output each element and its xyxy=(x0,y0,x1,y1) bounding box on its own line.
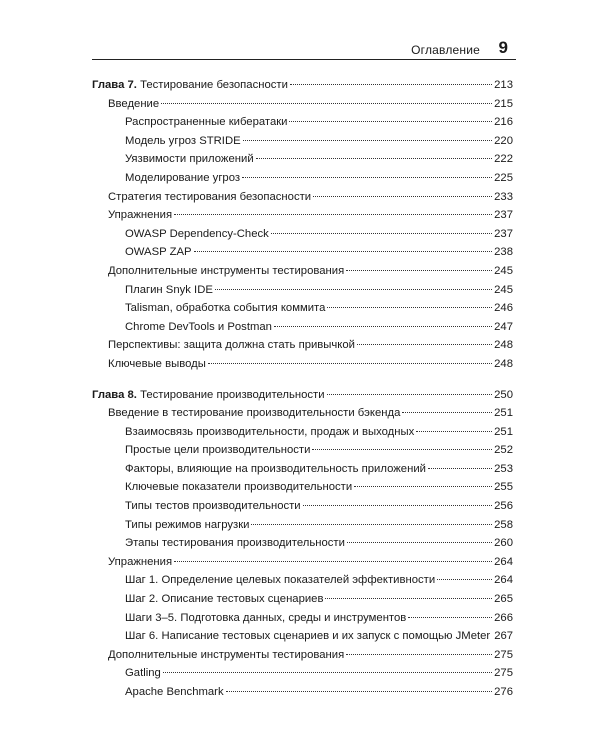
toc-subsection-entry[interactable] xyxy=(92,150,513,169)
chapter-title xyxy=(92,76,288,95)
toc-section-entry[interactable] xyxy=(92,206,513,225)
entry-title: Talisman, обработка события коммита xyxy=(125,302,326,315)
table-of-contents xyxy=(92,76,513,702)
toc-subsection-entry[interactable] xyxy=(92,534,513,553)
entry-page: 220 xyxy=(494,134,513,147)
dot-leader xyxy=(437,579,492,580)
entry-page: 246 xyxy=(494,302,513,315)
entry-title: Простые цели производительности xyxy=(125,444,311,457)
entry-title: Типы тестов производительности xyxy=(125,500,301,513)
entry-title: OWASP Dependency-Check xyxy=(125,227,269,240)
entry-title: Шаг 2. Описание тестовых сценариев xyxy=(125,593,324,606)
entry-page: 275 xyxy=(494,648,513,661)
dot-leader xyxy=(346,270,492,271)
dot-leader xyxy=(408,617,492,618)
toc-subsection-entry[interactable] xyxy=(92,627,513,646)
toc-subsection-entry[interactable] xyxy=(92,497,513,516)
toc-subsection-entry[interactable] xyxy=(92,299,513,318)
toc-section-entry[interactable] xyxy=(92,188,513,207)
toc-chapter-entry[interactable] xyxy=(92,76,513,95)
chapter-page: 213 xyxy=(494,79,513,91)
entry-title: Этапы тестирования производительности xyxy=(125,537,345,550)
dot-leader xyxy=(312,449,492,450)
dot-leader xyxy=(290,84,492,85)
entry-title: Введение в тестирование производительности бэкенда xyxy=(108,407,401,420)
toc-subsection-entry[interactable] xyxy=(92,664,513,683)
entry-title: Gatling xyxy=(125,667,161,680)
entry-page: 258 xyxy=(494,518,513,531)
entry-page: 253 xyxy=(494,462,513,475)
dot-leader xyxy=(226,691,493,692)
dot-leader xyxy=(327,307,492,308)
chapter-label: Глава 8. xyxy=(92,388,137,401)
entry-page: 264 xyxy=(494,555,513,568)
toc-subsection-entry[interactable] xyxy=(92,169,513,188)
dot-leader xyxy=(357,344,492,345)
toc-subsection-entry[interactable] xyxy=(92,516,513,535)
dot-leader xyxy=(161,103,492,104)
entry-title: Типы режимов нагрузки xyxy=(125,518,250,531)
dot-leader xyxy=(313,196,492,197)
dot-leader xyxy=(174,561,492,562)
entry-page: 222 xyxy=(494,153,513,166)
entry-title: OWASP ZAP xyxy=(125,246,192,259)
chapter-name: Тестирование производительности xyxy=(136,388,325,401)
toc-subsection-entry[interactable] xyxy=(92,609,513,628)
toc-section-entry[interactable] xyxy=(92,262,513,281)
entry-page: 255 xyxy=(494,481,513,494)
dot-leader xyxy=(346,654,492,655)
entry-page: 276 xyxy=(494,686,513,698)
entry-page: 237 xyxy=(494,209,513,222)
dot-leader xyxy=(243,140,493,141)
entry-page: 265 xyxy=(494,593,513,606)
entry-page: 245 xyxy=(494,264,513,277)
toc-section-entry[interactable] xyxy=(92,355,513,374)
entry-page: 248 xyxy=(494,357,513,370)
entry-page: 260 xyxy=(494,537,513,550)
toc-subsection-entry[interactable] xyxy=(92,478,513,497)
entry-page: 238 xyxy=(494,246,513,259)
entry-title: Упражнения xyxy=(108,555,173,568)
entry-title: Моделирование угроз xyxy=(125,171,241,184)
toc-subsection-entry[interactable] xyxy=(92,113,513,132)
entry-title: Дополнительные инструменты тестирования xyxy=(108,648,345,661)
entry-page: 267 xyxy=(494,630,514,643)
header-rule xyxy=(92,59,516,60)
toc-section-entry[interactable] xyxy=(92,646,513,665)
entry-page: 252 xyxy=(494,444,513,457)
dot-leader xyxy=(325,598,492,599)
entry-title: Шаг 1. Определение целевых показателей эффективности xyxy=(125,574,436,587)
entry-title: Ключевые выводы xyxy=(108,357,206,370)
page-number: 9 xyxy=(498,38,508,57)
toc-subsection-entry[interactable] xyxy=(92,590,513,609)
dot-leader xyxy=(215,289,492,290)
dot-leader xyxy=(174,214,492,215)
entry-page: 251 xyxy=(494,425,513,438)
entry-title: Ключевые показатели производительности xyxy=(125,481,353,494)
chapter-label: Глава 7. xyxy=(92,79,137,91)
dot-leader xyxy=(256,158,493,159)
dot-leader xyxy=(428,468,492,469)
entry-title: Chrome DevTools и Postman xyxy=(125,320,272,333)
dot-leader xyxy=(163,672,492,673)
toc-section-entry[interactable] xyxy=(92,336,513,355)
entry-title: Взаимосвязь производительности, продаж и выходных xyxy=(125,425,415,438)
dot-leader xyxy=(242,177,492,178)
page-header xyxy=(92,38,516,60)
entry-page: 275 xyxy=(494,667,513,680)
dot-leader xyxy=(402,412,492,413)
toc-subsection-entry[interactable] xyxy=(92,243,513,262)
entry-page: 237 xyxy=(494,227,513,240)
entry-title: Факторы, влияющие на производительность приложений xyxy=(125,462,426,475)
entry-title: Apache Benchmark xyxy=(125,686,224,698)
entry-title: Распространенные кибератаки xyxy=(125,116,288,129)
entry-page: 233 xyxy=(494,190,513,203)
chapter-gap xyxy=(92,374,513,386)
dot-leader xyxy=(274,326,492,327)
entry-page: 251 xyxy=(494,407,513,420)
toc-section-entry[interactable] xyxy=(92,553,513,572)
entry-page: 256 xyxy=(494,500,513,513)
entry-page: 266 xyxy=(494,611,513,624)
toc-subsection-entry[interactable] xyxy=(92,318,513,337)
chapter-title xyxy=(92,386,325,405)
toc-section-entry[interactable] xyxy=(92,95,513,114)
toc-subsection-entry[interactable] xyxy=(92,132,513,151)
toc-subsection-entry[interactable] xyxy=(92,460,513,479)
chapter-name: Тестирование безопасности xyxy=(136,79,288,91)
entry-title: Упражнения xyxy=(108,209,173,222)
dot-leader xyxy=(416,431,492,432)
dot-leader xyxy=(347,542,492,543)
toc-subsection-entry[interactable] xyxy=(92,683,513,702)
entry-title: Плагин Snyk IDE xyxy=(125,283,213,296)
entry-title: Дополнительные инструменты тестирования xyxy=(108,264,345,277)
entry-page: 225 xyxy=(494,171,513,184)
entry-title: Уязвимости приложений xyxy=(125,153,254,166)
dot-leader xyxy=(251,524,492,525)
entry-page: 215 xyxy=(494,97,513,110)
entry-page: 247 xyxy=(494,320,513,333)
dot-leader xyxy=(289,121,492,122)
entry-page: 245 xyxy=(494,283,513,296)
dot-leader xyxy=(208,363,492,364)
toc-subsection-entry[interactable] xyxy=(92,423,513,442)
dot-leader xyxy=(303,505,493,506)
chapter-page: 250 xyxy=(494,388,513,401)
entry-title: Введение xyxy=(108,97,160,110)
toc-subsection-entry[interactable] xyxy=(92,225,513,244)
toc-subsection-entry[interactable] xyxy=(92,441,513,460)
running-section-title: Оглавление xyxy=(411,43,480,57)
entry-title: Стратегия тестирования безопасности xyxy=(108,190,312,203)
entry-page: 248 xyxy=(494,339,513,352)
dot-leader xyxy=(194,251,493,252)
dot-leader xyxy=(327,394,493,395)
dot-leader xyxy=(271,233,492,234)
toc-subsection-entry[interactable] xyxy=(92,281,513,300)
entry-title: Шаг 6. Написание тестовых сценариев и их запуск с помощью JMeter xyxy=(125,630,491,643)
entry-page: 264 xyxy=(494,574,513,587)
toc-chapter-entry[interactable] xyxy=(92,386,513,405)
entry-title: Шаги 3–5. Подготовка данных, среды и инструментов xyxy=(125,611,407,624)
toc-subsection-entry[interactable] xyxy=(92,571,513,590)
entry-title: Перспективы: защита должна стать привычкой xyxy=(108,339,355,352)
toc-section-entry[interactable] xyxy=(92,404,513,423)
entry-title: Модель угроз STRIDE xyxy=(125,134,241,147)
dot-leader xyxy=(354,486,492,487)
entry-page: 216 xyxy=(494,116,513,129)
